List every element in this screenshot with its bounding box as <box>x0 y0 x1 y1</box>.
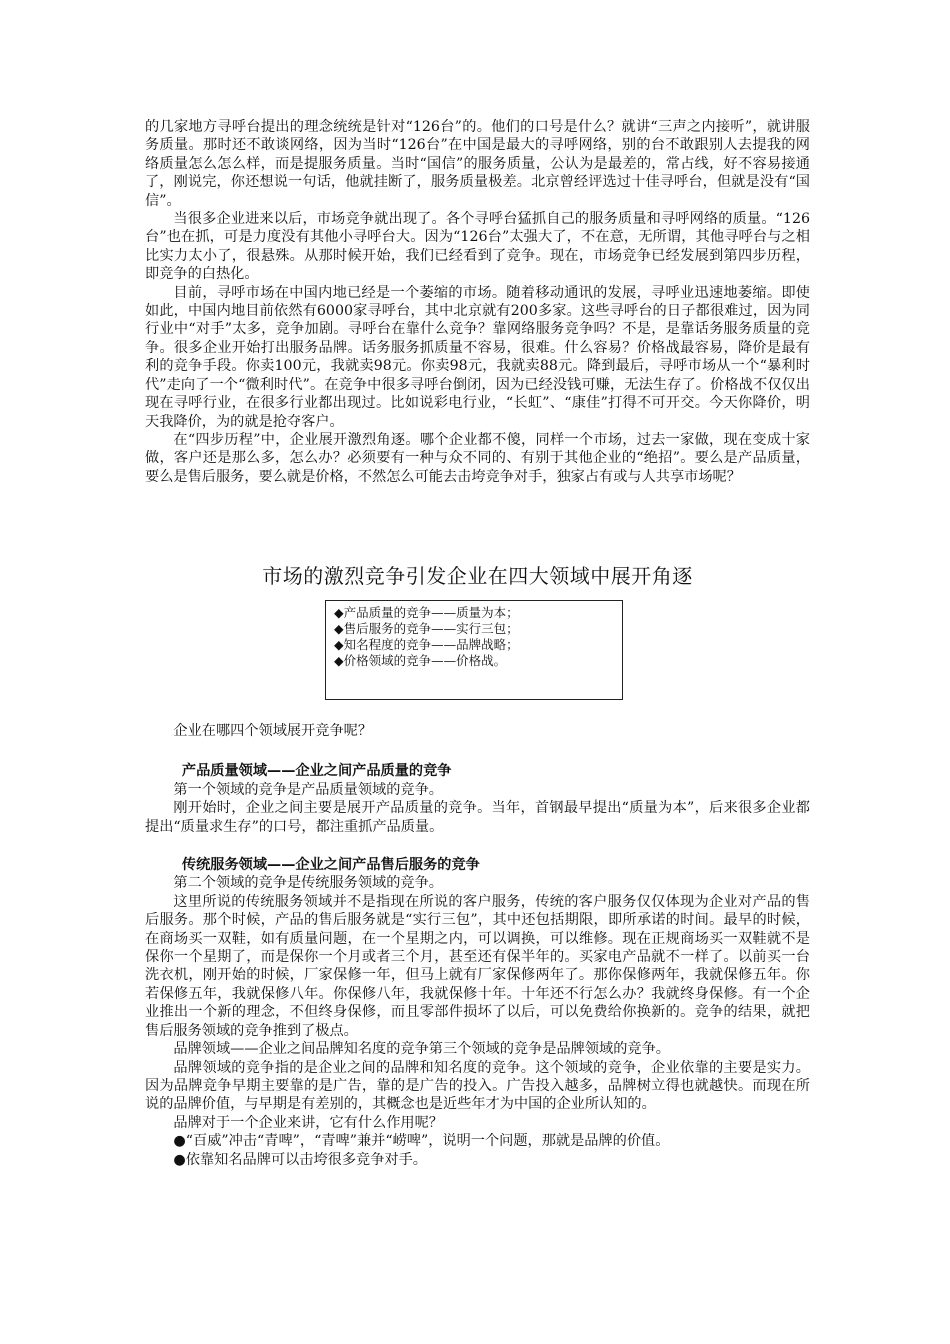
section-title: 市场的激烈竞争引发企业在四大领域中展开角逐 <box>262 564 693 588</box>
service-p4: 品牌领域的竞争指的是企业之间的品牌和知名度的竞争。这个领域的竞争，企业依靠的主要是实力。因为品牌竞争早期主要靠的是广告，靠的是广告的投入。广告投入越多，品牌树立得也就越快。而现在所说的品牌价值，与早期是有差别的，其概念也是近些年才为中国的企业所认知的。 <box>145 1059 810 1113</box>
heading-service: 传统服务领域——企业之间产品售后服务的竞争 <box>181 857 480 874</box>
service-p5: 品牌对于一个企业来讲，它有什么作用呢？ <box>173 1114 443 1131</box>
top-text-block <box>145 118 810 486</box>
box-item: ◆产品质量的竞争——质量为本； <box>334 605 519 620</box>
question-text: 企业在哪四个领域展开竞争呢？ <box>173 723 373 739</box>
service-p2: 这里所说的传统服务领域并不是指现在所说的客户服务，传统的客户服务仅仅体现为企业对产品的售后服务。那个时候，产品的售后服务就是“实行三包”，其中还包括期限，即所承诺的时间。最早的时候，在商场买一双鞋，如有质量问题，在一个星期之内，可以调换，可以维修。现在正规商场买一双鞋就不是保你一个星期了，而是保你一个月或者三个月，甚至还有保半年的。买家电产品就不一样了。以前买一台洗衣机，刚开始的时候，厂家保修一年，但马上就有厂家保修两年了。那你保修两年，我就保修五年。你若保修五年，我就保修八年。你保修八年，我就保修十年。十年还不行怎么办？我就终身保修。有一个企业推出一个新的理念，不但终身保修，而且零部件损坏了以后，可以免费给你换新的。竞争的结果，就把售后服务领域的竞争推到了极点。 <box>145 893 810 1039</box>
bullet-1: ●“百威”冲击“青啤”，“青啤”兼并“崂啤”，说明一个问题，那就是品牌的价值。 <box>173 1133 670 1150</box>
paragraph-2: 当很多企业进来以后，市场竞争就出现了。各个寻呼台猛抓自己的服务质量和寻呼网络的质量。“126台”也在抓，可是力度没有其他小寻呼台大。因为“126台”太强大了，不在意，无所谓，其他寻呼台与之相比实力太小了，很悬殊。从那时候开始，我们已经看到了竞争。现在，市场竞争已经发展到第四步历程，即竞争的白热化。 <box>145 211 810 283</box>
service-p3: 品牌领域——企业之间品牌知名度的竞争第三个领域的竞争是品牌领域的竞争。 <box>173 1041 670 1058</box>
heading-quality: 产品质量领域——企业之间产品质量的竞争 <box>181 763 452 780</box>
quality-p1: 第一个领域的竞争是产品质量领域的竞争。 <box>173 781 443 798</box>
paragraph-3: 目前，寻呼市场在中国内地已经是一个萎缩的市场。随着移动通讯的发展，寻呼业迅速地萎缩。即使如此，中国内地目前依然有6000家寻呼台，其中北京就有200多家。这些寻呼台的日子都很难过，因为同行业中“对手”太多，竞争加剧。寻呼台在靠什么竞争？靠网络服务竞争吗？不是，是靠话务服务质量的竞争。很多企业开始打出服务品牌。话务服务抓质量不容易，很难。什么容易？价格战最容易，降价是最有利的竞争手段。你卖100元，我就卖98元。你卖98元，我就卖88元。降到最后，寻呼市场从一个“暴利时代”走向了一个“微利时代”。在竞争中很多寻呼台倒闭，因为已经没钱可赚，无法生存了。价格战不仅仅出现在寻呼行业，在很多行业都出现过。比如说彩电行业，“长虹”、“康佳”打得不可开交。今天你降价，明天我降价，为的就是抢夺客户。 <box>145 284 810 430</box>
bullet-2: ●依靠知名品牌可以击垮很多竞争对手。 <box>173 1151 427 1168</box>
paragraph-1: 的几家地方寻呼台提出的理念统统是针对“126台”的。他们的口号是什么？就讲“三声之内接听”，就讲服务质量。那时还不敢谈网络，因为当时“126台”在中国是最大的寻呼网络，别的台不敢跟别人去提我的网络质量怎么怎么样，而是提服务质量。当时“国信”的服务质量，公认为是最差的，常占线，好不容易接通了，刚说完，你还想说一句话，他就挂断了，服务质量极差。北京曾经评选过十佳寻呼台，但就是没有“国信”。 <box>145 119 810 209</box>
box-item: ◆售后服务的竞争——实行三包； <box>334 621 519 636</box>
box-item: ◆价格领域的竞争——价格战。 <box>334 653 507 668</box>
service-p1: 第二个领域的竞争是传统服务领域的竞争。 <box>173 875 443 892</box>
lower-text-block <box>145 722 810 1169</box>
box-item: ◆知名程度的竞争——品牌战略； <box>334 637 519 652</box>
summary-box <box>325 600 623 700</box>
quality-p2: 刚开始时，企业之间主要是展开产品质量的竞争。当年，首钢最早提出“质量为本”，后来很多企业都提出“质量求生存”的口号，都注重抓产品质量。 <box>145 800 810 835</box>
paragraph-4: 在“四步历程”中，企业展开激烈角逐。哪个企业都不傻，同样一个市场，过去一家做，现在变成十家做，客户还是那么多，怎么办？必须要有一种与众不同的、有别于其他企业的“绝招”。要么是产品质量，要么是售后服务，要么就是价格，不然怎么可能去击垮竞争对手，独家占有或与人共享市场呢？ <box>145 431 810 485</box>
